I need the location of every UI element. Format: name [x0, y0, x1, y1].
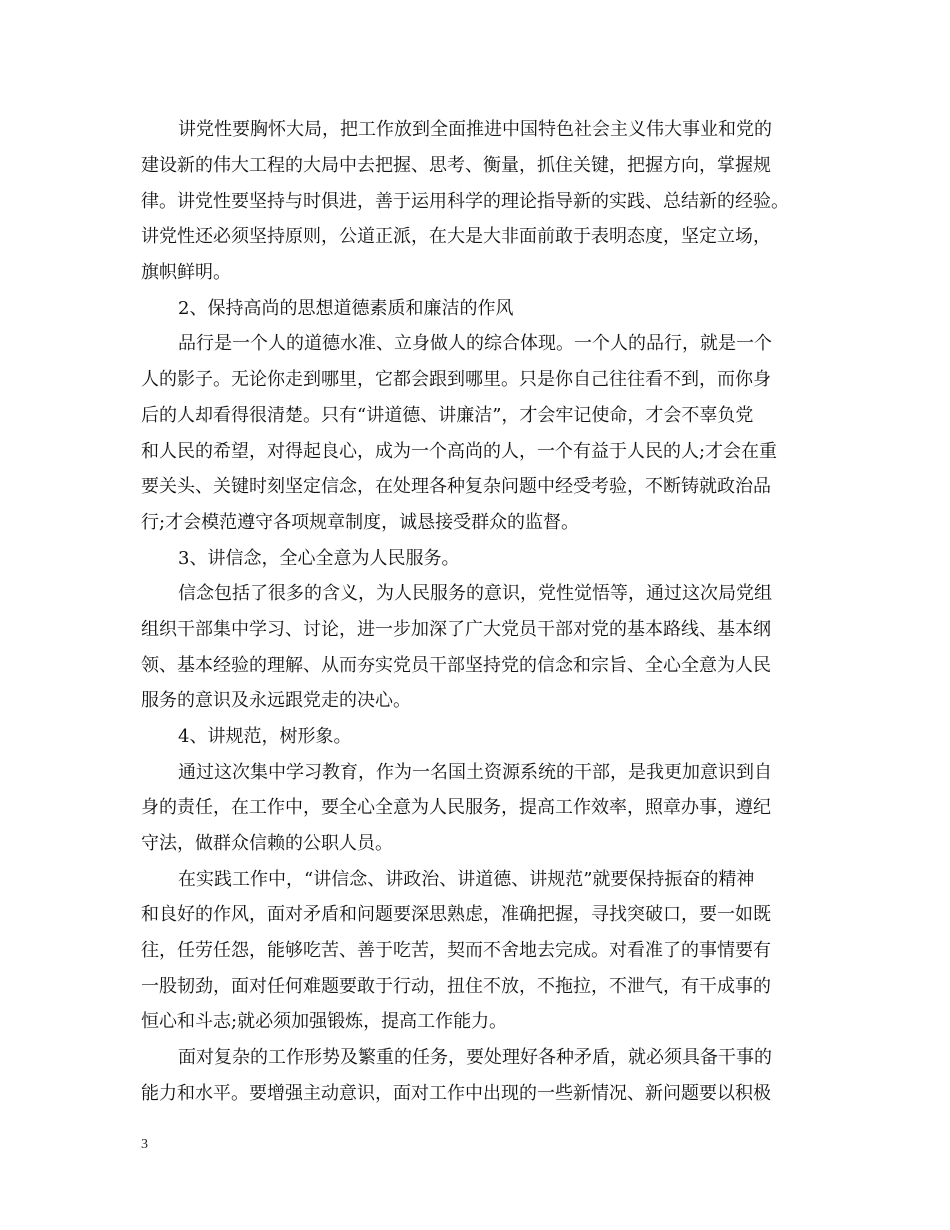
text-line: 一股韧劲，面对任何难题要敢于行动，扭住不放，不拖拉，不泄气，有干成事的: [141, 976, 771, 997]
text-line: 恒心和斗志;就必须加强锻炼，提高工作能力。: [141, 1011, 508, 1032]
text-line: 律。讲党性要坚持与时俱进，善于运用科学的理论指导新的实践、总结新的经验。: [141, 191, 789, 212]
section-heading: 4、讲规范，树形象。: [178, 726, 352, 747]
text-line: 和良好的作风，面对矛盾和问题要深思熟虑，准确把握，寻找突破口，要一如既: [141, 904, 771, 925]
text-line: 守法，做群众信赖的公职人员。: [141, 833, 393, 854]
section-heading: 3、讲信念，全心全意为人民服务。: [178, 548, 460, 569]
text-line: 在实践工作中，“讲信念、讲政治、讲道德、讲规范”就要保持振奋的精神: [178, 869, 755, 890]
text-line: 要关头、关键时刻坚定信念，在处理各种复杂问题中经受考验，不断铸就政治品: [141, 476, 771, 497]
text-line: 领、基本经验的理解、从而夯实党员干部坚持党的信念和宗旨、全心全意为人民: [141, 655, 771, 676]
text-line: 讲党性还必须坚持原则，公道正派，在大是大非面前敢于表明态度，坚定立场，: [141, 226, 771, 247]
text-line: 后的人却看得很清楚。只有“讲道德、讲廉洁”，才会牢记使命，才会不辜负党: [141, 405, 754, 426]
text-line: 讲党性要胸怀大局，把工作放到全面推进中国特色社会主义伟大事业和党的: [178, 119, 772, 140]
text-line: 和人民的希望，对得起良心，成为一个高尚的人，一个有益于人民的人;才会在重: [141, 441, 778, 462]
text-line: 信念包括了很多的含义，为人民服务的意识，党性觉悟等，通过这次局党组: [178, 583, 772, 604]
text-line: 行;才会模范遵守各项规章制度，诚恳接受群众的监督。: [141, 512, 580, 533]
text-line: 旗帜鲜明。: [141, 262, 231, 283]
text-line: 往，任劳任怨，能够吃苦、善于吃苦，契而不舍地去完成。对看准了的事情要有: [141, 940, 771, 961]
section-heading: 2、保持高尚的思想道德素质和廉洁的作风: [178, 298, 514, 319]
text-line: 身的责任，在工作中，要全心全意为人民服务，提高工作效率，照章办事，遵纪: [141, 797, 771, 818]
text-line: 面对复杂的工作形势及繁重的任务，要处理好各种矛盾，就必须具备干事的: [178, 1047, 772, 1068]
text-line: 服务的意识及永远跟党走的决心。: [141, 690, 411, 711]
text-line: 品行是一个人的道德水准、立身做人的综合体现。一个人的品行，就是一个: [178, 333, 772, 354]
text-line: 组织干部集中学习、讨论，进一步加深了广大党员干部对党的基本路线、基本纲: [141, 619, 771, 640]
text-line: 建设新的伟大工程的大局中去把握、思考、衡量，抓住关键，把握方向，掌握规: [141, 155, 771, 176]
text-line: 能力和水平。要增强主动意识，面对工作中出现的一些新情况、新问题要以积极: [141, 1083, 771, 1104]
text-line: 通过这次集中学习教育，作为一名国土资源系统的干部，是我更加意识到自: [178, 762, 772, 783]
text-line: 人的影子。无论你走到哪里，它都会跟到哪里。只是你自己往往看不到，而你身: [141, 369, 771, 390]
page-number: 3: [141, 1137, 148, 1152]
